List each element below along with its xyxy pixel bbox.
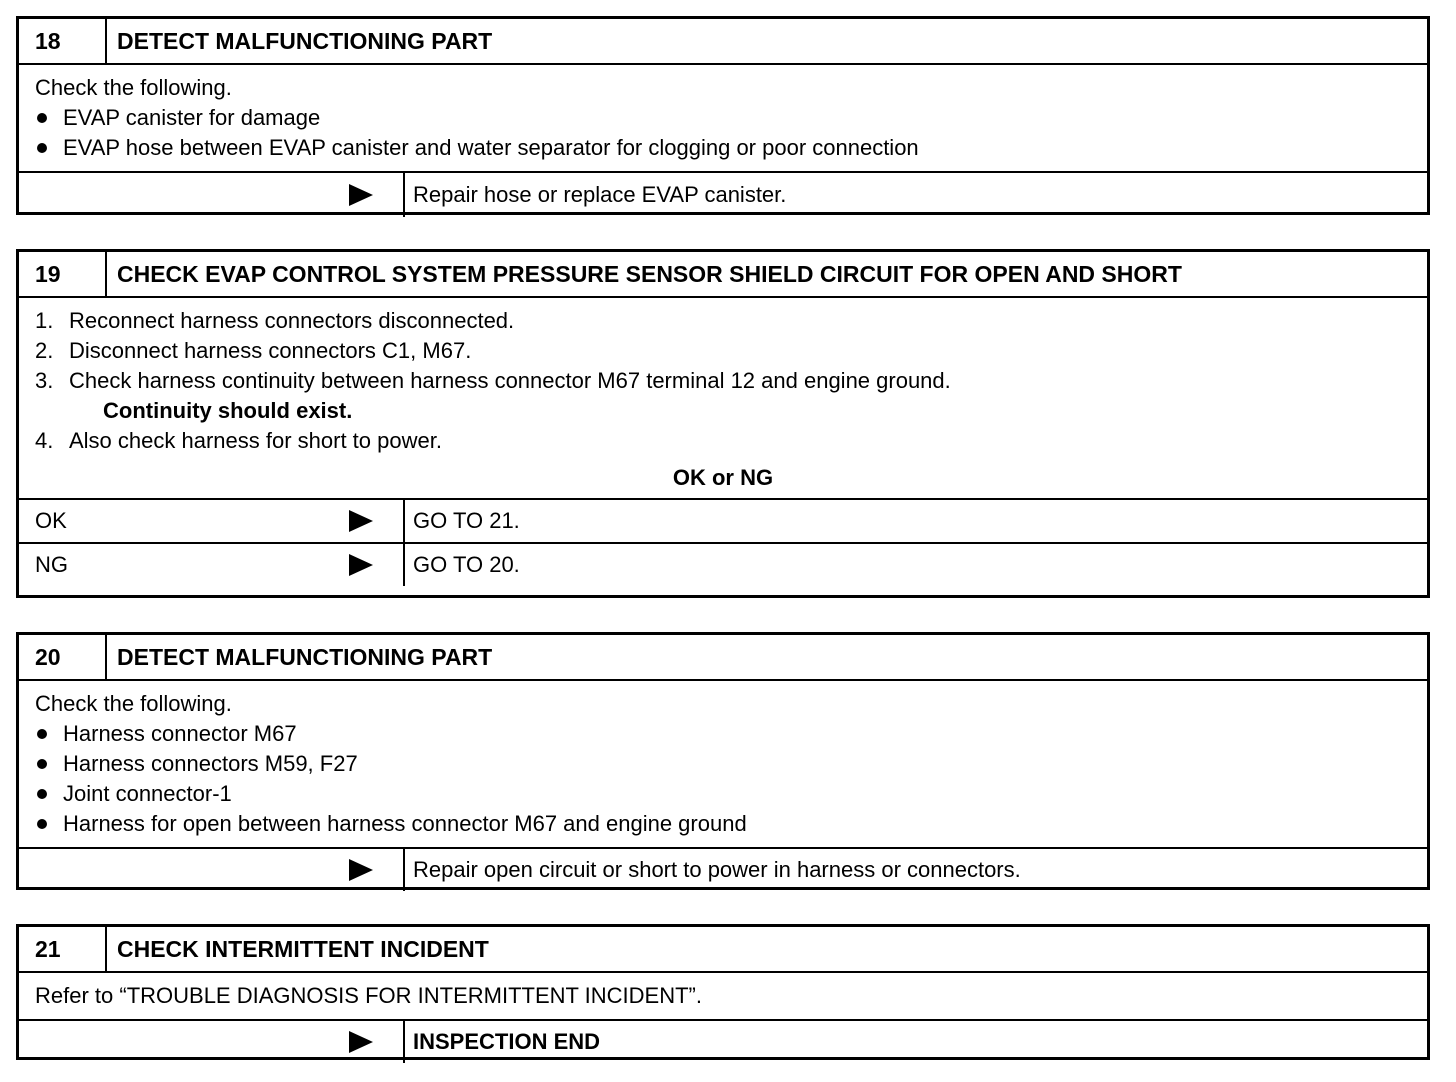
step-header <box>19 635 1427 681</box>
bullet-icon <box>37 143 47 153</box>
step-intro: Check the following. <box>35 75 232 100</box>
list-item: 3. Check harness continuity between harness connector M67 terminal 12 and engine ground. <box>35 368 951 393</box>
result-label-cell <box>19 1021 405 1063</box>
list-item: Harness for open between harness connector M67 and engine ground <box>35 809 1413 839</box>
bullet-icon <box>37 819 47 829</box>
bullet-icon <box>37 759 47 769</box>
outcome-action: GO TO 21. <box>413 508 520 533</box>
step-number: 20 <box>19 635 107 679</box>
step-number: 21 <box>19 927 107 971</box>
step-19-box <box>16 249 1430 598</box>
list-item: Joint connector-1 <box>35 779 1413 809</box>
step-body <box>19 681 1427 847</box>
bullet-icon <box>37 113 47 123</box>
step-header <box>19 927 1427 973</box>
step-number: 19 <box>19 252 107 296</box>
list-item: 2. Disconnect harness connectors C1, M67. <box>35 338 472 363</box>
list-item: 4. Also check harness for short to power. <box>35 428 442 453</box>
bullet-icon <box>37 729 47 739</box>
outcome-label-cell: OK <box>19 500 405 542</box>
result-row <box>19 847 1427 891</box>
result-row <box>19 1019 1427 1063</box>
step-title: CHECK EVAP CONTROL SYSTEM PRESSURE SENSOR SHIELD CIRCUIT FOR OPEN AND SHORT <box>117 261 1182 287</box>
ok-ng-prompt: OK or NG <box>19 458 1427 500</box>
step-intro: Refer to “TROUBLE DIAGNOSIS FOR INTERMITTENT INCIDENT”. <box>35 983 702 1008</box>
result-label-cell <box>19 173 405 217</box>
step-title: CHECK INTERMITTENT INCIDENT <box>117 936 489 962</box>
outcome-action: GO TO 20. <box>413 552 520 577</box>
result-label-cell <box>19 849 405 891</box>
result-action: Repair open circuit or short to power in harness or connectors. <box>413 857 1021 882</box>
arrow-right-icon <box>349 859 373 881</box>
step-18-box <box>16 16 1430 215</box>
step-header <box>19 252 1427 298</box>
step-body <box>19 973 1427 1019</box>
step-body <box>19 65 1427 171</box>
outcome-row-ng <box>19 542 1427 586</box>
step-title: DETECT MALFUNCTIONING PART <box>117 644 493 670</box>
outcome-label-cell: NG <box>19 544 405 586</box>
arrow-right-icon <box>349 510 373 532</box>
list-item: Harness connectors M59, F27 <box>35 749 1413 779</box>
step-header <box>19 19 1427 65</box>
step-title: DETECT MALFUNCTIONING PART <box>117 28 493 54</box>
arrow-right-icon <box>349 554 373 576</box>
arrow-right-icon <box>349 1031 373 1053</box>
arrow-right-icon <box>349 184 373 206</box>
bullet-icon <box>37 789 47 799</box>
outcome-row-ok <box>19 500 1427 542</box>
list-item: 1. Reconnect harness connectors disconnected. <box>35 308 515 333</box>
step-body <box>19 298 1427 458</box>
step-number: 18 <box>19 19 107 63</box>
result-action: Repair hose or replace EVAP canister. <box>413 182 787 207</box>
result-row <box>19 171 1427 217</box>
step-20-box <box>16 632 1430 890</box>
step-intro: Check the following. <box>35 691 232 716</box>
list-item: EVAP hose between EVAP canister and water separator for clogging or poor connection <box>35 133 1413 163</box>
list-item: Harness connector M67 <box>35 719 1413 749</box>
step-21-box <box>16 924 1430 1060</box>
list-item: EVAP canister for damage <box>35 103 1413 133</box>
result-action: INSPECTION END <box>413 1029 601 1054</box>
criterion-text: Continuity should exist. <box>103 398 353 423</box>
